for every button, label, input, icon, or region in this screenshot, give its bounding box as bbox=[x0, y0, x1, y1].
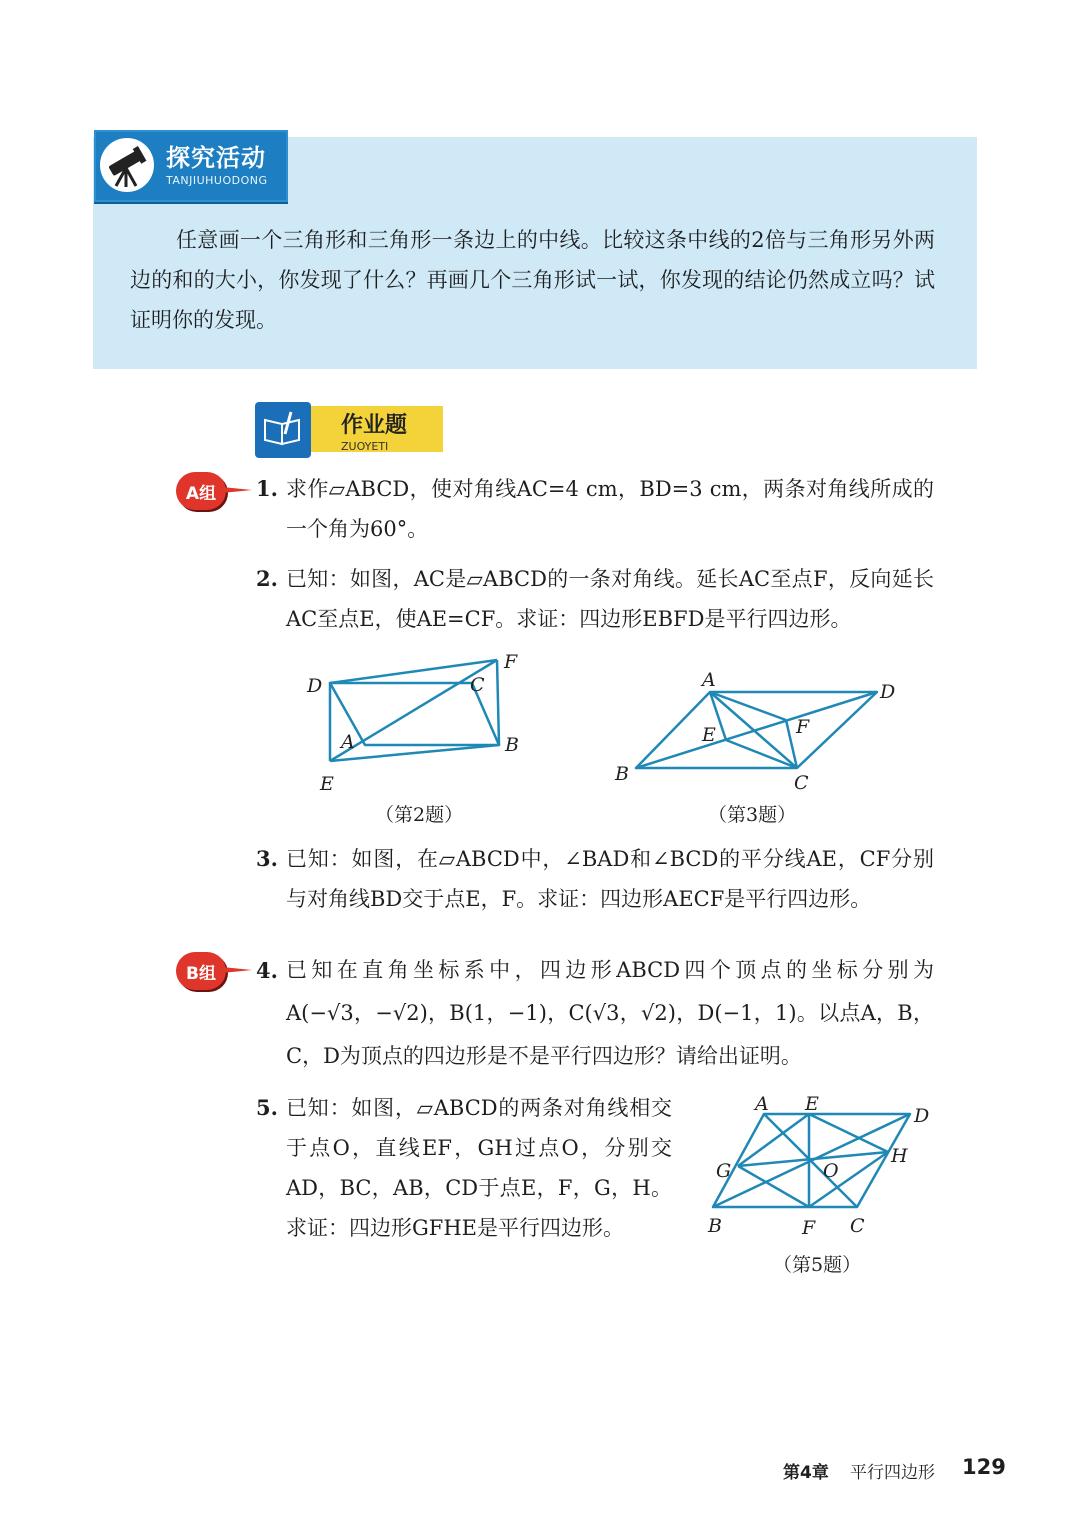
problem-1 bbox=[256, 469, 936, 549]
group-a-badge bbox=[176, 472, 230, 512]
book-icon bbox=[255, 402, 311, 458]
exploration-title: 探究活动 bbox=[166, 144, 266, 172]
problem-text: 已知：如图，▱ABCD的两条对角线相交于点O，直线EF，GH过点O，分别交AD，BC，AB，CD于点E，F，G，H。求证：四边形GFHE是平行四边形。 bbox=[286, 1096, 672, 1240]
fig3-label-a: A bbox=[702, 669, 716, 691]
fig5-label-a: A bbox=[755, 1093, 769, 1115]
fig2-label-a: A bbox=[341, 731, 355, 753]
figure-2 bbox=[300, 648, 540, 798]
page-number: 129 bbox=[962, 1455, 1006, 1479]
fig2-label-f: F bbox=[504, 651, 518, 673]
figure-5-caption: （第5题） bbox=[773, 1254, 862, 1276]
figure-5 bbox=[700, 1088, 940, 1248]
fig3-label-c: C bbox=[794, 772, 809, 794]
problem-text: 已知：如图，在▱ABCD中，∠BAD和∠BCD的平分线AE，CF分别与对角线BD交于点E，F。求证：四边形AECF是平行四边形。 bbox=[286, 847, 934, 911]
footer-chapter: 第4章 bbox=[783, 1463, 829, 1483]
footer-chapter-title: 平行四边形 bbox=[850, 1463, 935, 1483]
exploration-text: 任意画一个三角形和三角形一条边上的中线。比较这条中线的2倍与三角形另外两边的和的大小，你发现了什么？再画几个三角形试一试，你发现的结论仍然成立吗？试证明你的发现。 bbox=[130, 228, 935, 332]
fig2-label-e: E bbox=[320, 773, 334, 795]
homework-title: 作业题 bbox=[341, 413, 408, 438]
problem-4 bbox=[256, 949, 936, 1073]
problem-text: 已知：如图，AC是▱ABCD的一条对角线。延长AC至点F，反向延长AC至点E，使AE=CF。求证：四边形EBFD是平行四边形。 bbox=[286, 567, 934, 631]
fig5-label-d: D bbox=[914, 1105, 930, 1127]
fig5-label-c: C bbox=[850, 1215, 865, 1237]
fig3-label-f: F bbox=[796, 716, 810, 738]
fig5-label-o: O bbox=[823, 1160, 839, 1182]
figure-3-caption: （第3题） bbox=[708, 804, 797, 826]
problem-number: 2. bbox=[256, 566, 278, 591]
fig3-label-e: E bbox=[702, 724, 716, 746]
problem-5 bbox=[256, 1088, 676, 1248]
problem-number: 1. bbox=[256, 476, 278, 501]
fig5-label-g: G bbox=[716, 1160, 732, 1182]
problem-number: 4. bbox=[256, 958, 278, 983]
problem-text: 求作▱ABCD，使对角线AC=4 cm，BD=3 cm，两条对角线所成的一个角为60°。 bbox=[286, 477, 934, 541]
problem-3 bbox=[256, 839, 936, 919]
group-a-label: A组 bbox=[185, 484, 217, 504]
group-b-label: B组 bbox=[186, 964, 216, 984]
figure-3 bbox=[610, 668, 900, 796]
homework-subtitle: ZUOYETI bbox=[341, 440, 389, 453]
exploration-subtitle: TANJIUHUODONG bbox=[166, 174, 268, 187]
figure-2-caption: （第2题） bbox=[375, 804, 464, 826]
exploration-badge bbox=[94, 130, 288, 202]
telescope-icon bbox=[100, 138, 154, 192]
fig5-label-b: B bbox=[708, 1215, 722, 1237]
fig2-label-d: D bbox=[307, 675, 323, 697]
fig5-label-f: F bbox=[802, 1217, 816, 1239]
problem-number: 3. bbox=[256, 846, 278, 871]
problem-2 bbox=[256, 559, 936, 639]
group-b-badge bbox=[176, 952, 230, 992]
fig5-label-h: H bbox=[891, 1145, 908, 1167]
fig2-label-c: C bbox=[470, 674, 485, 696]
homework-badge bbox=[255, 402, 445, 458]
fig3-label-b: B bbox=[615, 763, 629, 785]
fig5-label-e: E bbox=[805, 1093, 819, 1115]
problem-number: 5. bbox=[256, 1095, 278, 1120]
fig2-label-b: B bbox=[505, 734, 519, 756]
problem-text: 已知在直角坐标系中，四边形ABCD四个顶点的坐标分别为A(−√3，−√2)，B(1，−1)，C(√3，√2)，D(−1，1)。以点A，B，C，D为顶点的四边形是不是平行四边形？请给出证明。 bbox=[286, 958, 934, 1068]
fig3-label-d: D bbox=[880, 681, 896, 703]
